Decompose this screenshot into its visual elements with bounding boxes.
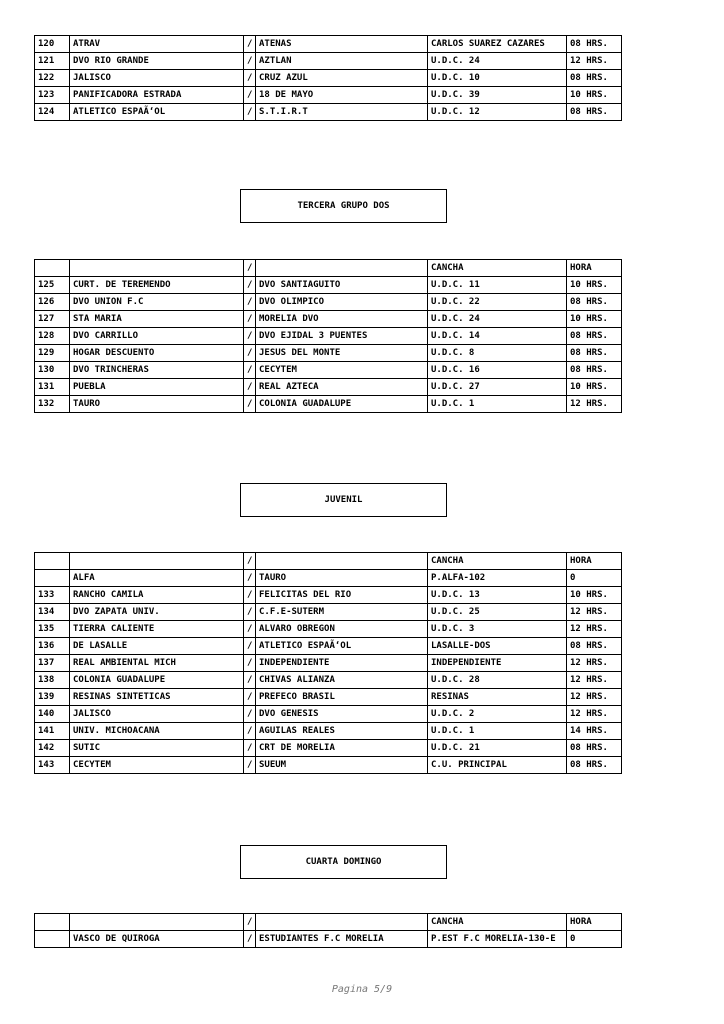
cell-home: JALISCO (70, 706, 244, 723)
cell-time: 08 HRS. (567, 345, 622, 362)
cell-time: 12 HRS. (567, 655, 622, 672)
cell-home: PUEBLA (70, 379, 244, 396)
cell-sep: / (244, 638, 256, 655)
table-row (35, 70, 622, 87)
cell-sep: / (244, 277, 256, 294)
cell-num: 138 (35, 672, 70, 689)
cell-away: PREFECO BRASIL (256, 689, 428, 706)
cell-time: 08 HRS. (567, 328, 622, 345)
cell-time: 10 HRS. (567, 87, 622, 104)
cell-time: 08 HRS. (567, 294, 622, 311)
cell-sep: / (244, 706, 256, 723)
cell-time: 08 HRS. (567, 104, 622, 121)
cell-num (35, 914, 70, 931)
cell-home: DVO CARRILLO (70, 328, 244, 345)
cell-away: ATENAS (256, 36, 428, 53)
cell-home: CECYTEM (70, 757, 244, 774)
cell-court: C.U. PRINCIPAL (428, 757, 567, 774)
cell-home: ATRAV (70, 36, 244, 53)
cell-home: RANCHO CAMILA (70, 587, 244, 604)
table-row (35, 328, 622, 345)
cell-court: CANCHA (428, 260, 567, 277)
table-row (35, 672, 622, 689)
cell-court: U.D.C. 16 (428, 362, 567, 379)
cell-home: RESINAS SINTETICAS (70, 689, 244, 706)
cell-away: CHIVAS ALIANZA (256, 672, 428, 689)
cell-sep: / (244, 104, 256, 121)
cell-home: ATLETICO ESPAÃ‘OL (70, 104, 244, 121)
cell-home (70, 914, 244, 931)
cell-home: DE LASALLE (70, 638, 244, 655)
table-row (35, 621, 622, 638)
cell-court: U.D.C. 25 (428, 604, 567, 621)
cell-time: 10 HRS. (567, 277, 622, 294)
cell-time: HORA (567, 260, 622, 277)
header-row (35, 260, 622, 277)
cell-sep: / (244, 345, 256, 362)
cell-time: 12 HRS. (567, 621, 622, 638)
cell-num: 129 (35, 345, 70, 362)
cell-num: 124 (35, 104, 70, 121)
cell-time: 12 HRS. (567, 706, 622, 723)
cell-num: 135 (35, 621, 70, 638)
cell-sep: / (244, 740, 256, 757)
cell-sep: / (244, 757, 256, 774)
cell-court: U.D.C. 28 (428, 672, 567, 689)
cell-num (35, 260, 70, 277)
cell-court: U.D.C. 27 (428, 379, 567, 396)
cell-away: 18 DE MAYO (256, 87, 428, 104)
cell-home: PANIFICADORA ESTRADA (70, 87, 244, 104)
section-title-text: CUARTA DOMINGO (305, 857, 382, 867)
cell-time: 10 HRS. (567, 379, 622, 396)
cell-court: U.D.C. 14 (428, 328, 567, 345)
cell-court: U.D.C. 2 (428, 706, 567, 723)
cell-num: 132 (35, 396, 70, 413)
table-row (35, 362, 622, 379)
section-title-cuarta (240, 845, 447, 879)
cell-num (35, 931, 70, 948)
cell-sep: / (244, 70, 256, 87)
cell-sep: / (244, 260, 256, 277)
cell-court: U.D.C. 13 (428, 587, 567, 604)
cell-court: U.D.C. 10 (428, 70, 567, 87)
header-row (35, 914, 622, 931)
cell-num: 143 (35, 757, 70, 774)
cell-away (256, 260, 428, 277)
table-row (35, 638, 622, 655)
schedule-table-top (34, 35, 622, 121)
cell-time: 08 HRS. (567, 740, 622, 757)
table-row (35, 723, 622, 740)
cell-court: CANCHA (428, 914, 567, 931)
page-footer: Pagina 5/9 (331, 984, 393, 995)
table-row (35, 604, 622, 621)
table-row (35, 587, 622, 604)
cell-time: 0 (567, 570, 622, 587)
cell-court: U.D.C. 3 (428, 621, 567, 638)
cell-sep: / (244, 621, 256, 638)
cell-sep: / (244, 553, 256, 570)
cell-num: 127 (35, 311, 70, 328)
cell-time: 08 HRS. (567, 36, 622, 53)
table-row (35, 740, 622, 757)
cell-num: 141 (35, 723, 70, 740)
table-row (35, 36, 622, 53)
cell-home: DVO RIO GRANDE (70, 53, 244, 70)
cell-num: 136 (35, 638, 70, 655)
cell-sep: / (244, 294, 256, 311)
cell-time: 12 HRS. (567, 604, 622, 621)
cell-away: DVO SANTIAGUITO (256, 277, 428, 294)
table-row (35, 104, 622, 121)
cell-court: LASALLE-DOS (428, 638, 567, 655)
cell-home: JALISCO (70, 70, 244, 87)
cell-court: U.D.C. 39 (428, 87, 567, 104)
schedule-table-tercera (34, 259, 622, 413)
cell-away: ESTUDIANTES F.C MORELIA (256, 931, 428, 948)
cell-num: 120 (35, 36, 70, 53)
cell-away: AGUILAS REALES (256, 723, 428, 740)
cell-num: 125 (35, 277, 70, 294)
cell-time: 12 HRS. (567, 672, 622, 689)
cell-home: COLONIA GUADALUPE (70, 672, 244, 689)
cell-away: JESUS DEL MONTE (256, 345, 428, 362)
cell-away: ATLETICO ESPAÃ‘OL (256, 638, 428, 655)
table-row (35, 706, 622, 723)
cell-sep: / (244, 362, 256, 379)
cell-court: INDEPENDIENTE (428, 655, 567, 672)
cell-court: U.D.C. 8 (428, 345, 567, 362)
table-row (35, 87, 622, 104)
cell-sep: / (244, 396, 256, 413)
table-row (35, 689, 622, 706)
cell-away: SUEUM (256, 757, 428, 774)
cell-away: CRT DE MORELIA (256, 740, 428, 757)
cell-home: SUTIC (70, 740, 244, 757)
cell-sep: / (244, 379, 256, 396)
cell-time: 12 HRS. (567, 53, 622, 70)
cell-sep: / (244, 311, 256, 328)
cell-away: FELICITAS DEL RIO (256, 587, 428, 604)
schedule-table-cuarta (34, 913, 622, 948)
table-row (35, 53, 622, 70)
cell-sep: / (244, 689, 256, 706)
cell-time: HORA (567, 553, 622, 570)
cell-away: DVO OLIMPICO (256, 294, 428, 311)
section-title-juvenil (240, 483, 447, 517)
cell-home: STA MARIA (70, 311, 244, 328)
cell-court: U.D.C. 1 (428, 396, 567, 413)
schedule-table-juvenil (34, 552, 622, 774)
cell-time: HORA (567, 914, 622, 931)
cell-num: 140 (35, 706, 70, 723)
cell-court: U.D.C. 22 (428, 294, 567, 311)
cell-court: U.D.C. 11 (428, 277, 567, 294)
cell-time: 08 HRS. (567, 70, 622, 87)
cell-home: TIERRA CALIENTE (70, 621, 244, 638)
cell-court: RESINAS (428, 689, 567, 706)
cell-court: P.EST F.C MORELIA-130-E (428, 931, 567, 948)
cell-sep: / (244, 914, 256, 931)
cell-time: 10 HRS. (567, 587, 622, 604)
cell-away: MORELIA DVO (256, 311, 428, 328)
cell-time: 08 HRS. (567, 757, 622, 774)
cell-court: P.ALFA-102 (428, 570, 567, 587)
cell-sep: / (244, 570, 256, 587)
cell-num: 130 (35, 362, 70, 379)
section-title-text: JUVENIL (324, 495, 363, 505)
cell-num: 137 (35, 655, 70, 672)
cell-num: 126 (35, 294, 70, 311)
cell-sep: / (244, 604, 256, 621)
cell-time: 0 (567, 931, 622, 948)
cell-away: INDEPENDIENTE (256, 655, 428, 672)
section-title-tercera (240, 189, 447, 223)
cell-num (35, 553, 70, 570)
cell-away: COLONIA GUADALUPE (256, 396, 428, 413)
cell-sep: / (244, 672, 256, 689)
cell-away: S.T.I.R.T (256, 104, 428, 121)
cell-sep: / (244, 328, 256, 345)
cell-num: 134 (35, 604, 70, 621)
cell-sep: / (244, 931, 256, 948)
cell-court: U.D.C. 21 (428, 740, 567, 757)
cell-away (256, 914, 428, 931)
table-row (35, 345, 622, 362)
cell-away: DVO GENESIS (256, 706, 428, 723)
cell-sep: / (244, 36, 256, 53)
cell-away: AZTLAN (256, 53, 428, 70)
cell-home: REAL AMBIENTAL MICH (70, 655, 244, 672)
table-row (35, 294, 622, 311)
table-row (35, 396, 622, 413)
cell-home (70, 553, 244, 570)
table-row (35, 311, 622, 328)
section-title-text: TERCERA GRUPO DOS (297, 201, 390, 211)
cell-court: U.D.C. 1 (428, 723, 567, 740)
cell-home: CURT. DE TEREMENDO (70, 277, 244, 294)
cell-away: C.F.E-SUTERM (256, 604, 428, 621)
cell-home: VASCO DE QUIROGA (70, 931, 244, 948)
cell-time: 14 HRS. (567, 723, 622, 740)
cell-time: 12 HRS. (567, 689, 622, 706)
table-row (35, 277, 622, 294)
cell-num: 131 (35, 379, 70, 396)
cell-home: HOGAR DESCUENTO (70, 345, 244, 362)
table-row (35, 570, 622, 587)
cell-court: U.D.C. 24 (428, 53, 567, 70)
cell-away (256, 553, 428, 570)
cell-time: 08 HRS. (567, 638, 622, 655)
cell-sep: / (244, 655, 256, 672)
cell-sep: / (244, 587, 256, 604)
cell-home: UNIV. MICHOACANA (70, 723, 244, 740)
cell-home: TAURO (70, 396, 244, 413)
table-row (35, 379, 622, 396)
cell-sep: / (244, 87, 256, 104)
cell-num: 139 (35, 689, 70, 706)
cell-num: 121 (35, 53, 70, 70)
cell-court: CARLOS SUAREZ CAZARES (428, 36, 567, 53)
cell-home: DVO TRINCHERAS (70, 362, 244, 379)
cell-time: 10 HRS. (567, 311, 622, 328)
cell-num (35, 570, 70, 587)
cell-court: U.D.C. 24 (428, 311, 567, 328)
table-row (35, 931, 622, 948)
cell-court: U.D.C. 12 (428, 104, 567, 121)
table-row (35, 655, 622, 672)
cell-home: DVO ZAPATA UNIV. (70, 604, 244, 621)
cell-home (70, 260, 244, 277)
header-row (35, 553, 622, 570)
cell-away: CECYTEM (256, 362, 428, 379)
cell-away: DVO EJIDAL 3 PUENTES (256, 328, 428, 345)
cell-num: 122 (35, 70, 70, 87)
cell-num: 128 (35, 328, 70, 345)
cell-sep: / (244, 53, 256, 70)
cell-away: REAL AZTECA (256, 379, 428, 396)
cell-court: CANCHA (428, 553, 567, 570)
cell-home: DVO UNION F.C (70, 294, 244, 311)
cell-away: CRUZ AZUL (256, 70, 428, 87)
cell-time: 12 HRS. (567, 396, 622, 413)
cell-num: 133 (35, 587, 70, 604)
cell-num: 142 (35, 740, 70, 757)
cell-time: 08 HRS. (567, 362, 622, 379)
cell-home: ALFA (70, 570, 244, 587)
cell-away: ALVARO OBREGON (256, 621, 428, 638)
cell-num: 123 (35, 87, 70, 104)
cell-away: TAURO (256, 570, 428, 587)
cell-sep: / (244, 723, 256, 740)
table-row (35, 757, 622, 774)
